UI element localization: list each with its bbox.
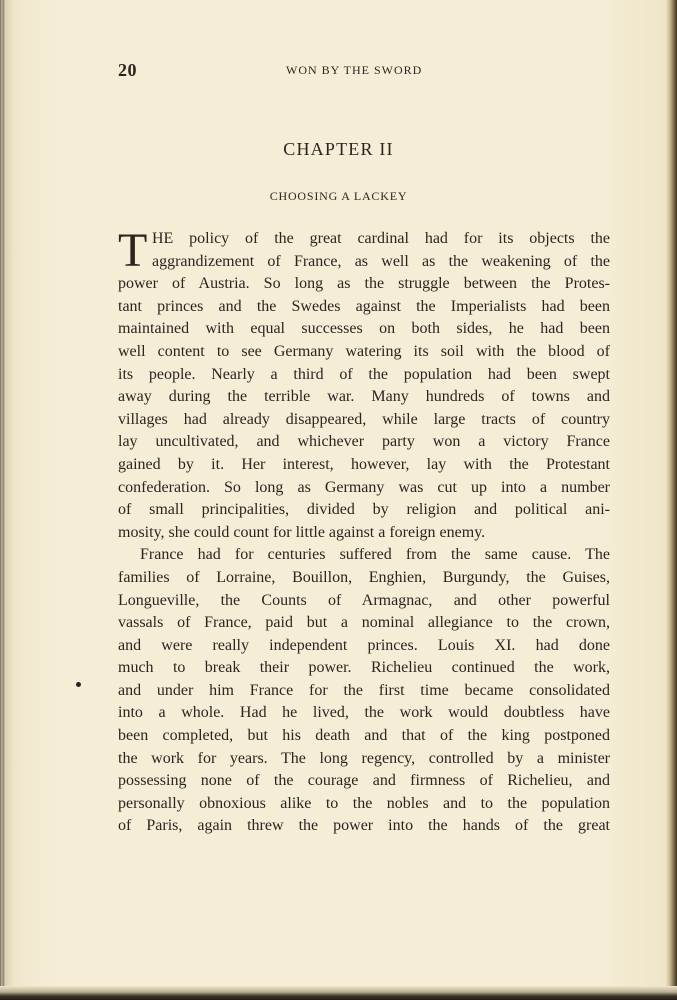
chapter-subtitle: CHOOSING A LACKEY [269, 189, 408, 203]
text-line: mosity, she could count for little against a foreign enemy. [118, 523, 486, 541]
body-text [118, 224, 610, 838]
text-line: families of Lorraine, Bouillon, Enghien, Burgundy, the Guises, [118, 568, 610, 586]
text-line: HE policy of the great cardinal had for its objects the [152, 230, 610, 247]
text-line: and were really independent princes. Louis XI. had done [118, 636, 610, 654]
text-line: been completed, but his death and that of the king postponed [118, 727, 610, 745]
running-title: WON BY THE SWORD [286, 63, 423, 77]
text-line: Longueville, the Counts of Armagnac, and other powerful [118, 591, 610, 609]
text-line: personally obnoxious alike to the nobles and to the population [118, 794, 610, 812]
drop-cap: T [118, 224, 148, 277]
text-line: possessing none of the courage and firmness of Richelieu, and [118, 772, 610, 790]
text-line: lay uncultivated, and whichever party won a victory France [118, 433, 610, 451]
text-line: of small principalities, divided by religion and political ani- [118, 501, 610, 519]
running-head [118, 60, 610, 82]
text-line: into a whole. Had he lived, the work would doubtless have [118, 704, 610, 722]
text-line: villages had already disappeared, while large tracts of country [118, 410, 610, 428]
page-bottom-edge [0, 986, 677, 1000]
text-line: gained by it. Her interest, however, lay with the Protestant [118, 455, 610, 473]
text-line: much to break their power. Richelieu continued the work, [118, 659, 610, 677]
text-line: of Paris, again threw the power into the hands of the great [118, 817, 610, 835]
page-number: 20 [118, 60, 137, 80]
text-line: power of Austria. So long as the struggle between the Protes- [118, 275, 610, 293]
text-line: tant princes and the Swedes against the Imperialists had been [118, 297, 610, 315]
text-line: away during the terrible war. Many hundreds of towns and [118, 388, 610, 406]
text-line: the work for years. The long regency, controlled by a minister [118, 749, 610, 767]
text-line: maintained with equal successes on both sides, he had been [118, 320, 610, 338]
text-line: vassals of France, paid but a nominal allegiance to the crown, [118, 614, 610, 632]
text-line: confederation. So long as Germany was cut up into a number [118, 478, 610, 496]
text-line: and under him France for the first time became consolidated [118, 681, 610, 699]
chapter-title: CHAPTER II [283, 139, 394, 159]
text-line: France had for centuries suffered from the same cause. The [140, 546, 610, 564]
margin-dot-mark [76, 682, 81, 687]
text-line: its people. Nearly a third of the population had been swept [118, 365, 610, 383]
text-line: aggrandizement of France, as well as the weakening of the [152, 252, 610, 270]
text-line: well content to see Germany watering its soil with the blood of [118, 342, 610, 360]
